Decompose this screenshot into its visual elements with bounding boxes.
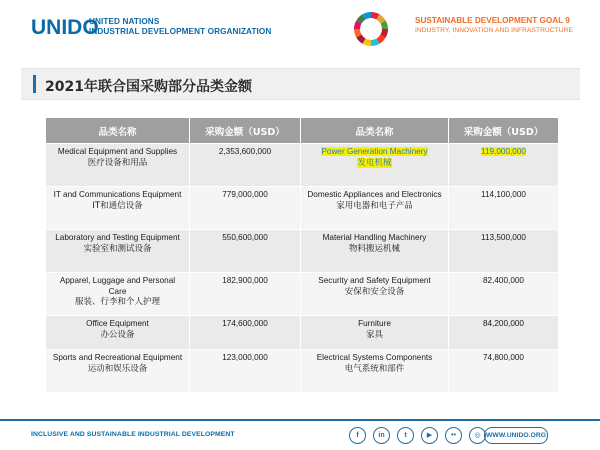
sdg-label — [415, 16, 573, 36]
amount-cell: 113,500,000 — [449, 230, 559, 273]
category-zh: 安保和安全设备 — [344, 286, 405, 297]
category-en: IT and Communications Equipment — [53, 190, 182, 199]
category-cell — [46, 316, 190, 350]
category-en-highlighted: Power Generation Machinery — [321, 147, 428, 156]
table-row — [46, 230, 559, 273]
category-zh-highlighted: 发电机械 — [357, 157, 392, 168]
sdg-subtitle: INDUSTRY, INNOVATION AND INFRASTRUCTURE — [415, 27, 574, 34]
header-category-right: 品类名称 — [301, 118, 449, 144]
category-zh: 医疗设备和用品 — [87, 157, 148, 168]
org-name-line1: UNITED NATIONS — [89, 17, 160, 26]
amount-cell: 82,400,000 — [449, 273, 559, 316]
footer-tagline: INCLUSIVE AND SUSTAINABLE INDUSTRIAL DEVELOPMENT — [31, 431, 235, 438]
org-name — [89, 17, 271, 37]
section-title-box — [21, 68, 580, 100]
category-en: Office Equipment — [86, 319, 149, 328]
table-row — [46, 187, 559, 230]
category-en: Material Handling Machinery — [322, 233, 427, 242]
category-zh: 家用电器和电子产品 — [336, 200, 413, 211]
category-cell — [301, 316, 449, 350]
youtube-icon[interactable]: ▶ — [421, 427, 438, 444]
category-zh: 电气系统和部件 — [344, 363, 405, 374]
category-zh: 物料搬运机械 — [348, 243, 400, 254]
header-amount-right: 采购金额（USD） — [449, 118, 559, 144]
linkedin-icon[interactable]: in — [373, 427, 390, 444]
unido-logo — [31, 12, 99, 42]
table-header-row — [46, 118, 559, 144]
category-zh: 服装、行李和个人护理 — [74, 297, 160, 307]
table-row — [46, 316, 559, 350]
category-en: Domestic Appliances and Electronics — [307, 190, 442, 199]
category-cell — [301, 230, 449, 273]
sdg-wheel-icon — [352, 10, 390, 48]
category-cell — [46, 273, 190, 316]
category-zh: 家具 — [365, 329, 383, 340]
table-row — [46, 350, 559, 393]
amount-cell: 2,353,600,000 — [190, 144, 301, 187]
title-accent-bar — [33, 75, 36, 93]
amount-cell: 550,600,000 — [190, 230, 301, 273]
header-category-left: 品类名称 — [46, 118, 190, 144]
category-zh: IT和通信设备 — [92, 200, 143, 211]
amount-cell: 123,000,000 — [190, 350, 301, 393]
category-cell — [46, 144, 190, 187]
twitter-icon[interactable]: t — [397, 427, 414, 444]
amount-cell: 74,800,000 — [449, 350, 559, 393]
category-en: Sports and Recreational Equipment — [52, 353, 183, 362]
category-zh: 实验室和测试设备 — [83, 243, 152, 254]
category-zh: 办公设备 — [100, 329, 135, 340]
amount-cell: 182,900,000 — [190, 273, 301, 316]
table-row — [46, 273, 559, 316]
amount-cell — [449, 144, 559, 187]
category-en: Apparel, Luggage and Personal Care — [59, 276, 176, 296]
category-cell — [301, 273, 449, 316]
footer-divider — [0, 419, 600, 421]
header-amount-left: 采购金额（USD） — [190, 118, 301, 144]
facebook-icon[interactable]: f — [349, 427, 366, 444]
category-en: Electrical Systems Components — [316, 353, 433, 362]
flickr-icon[interactable]: •• — [445, 427, 462, 444]
unido-logo-text: UNIDO — [31, 16, 99, 39]
website-link[interactable]: WWW.UNIDO.ORG — [484, 427, 548, 444]
category-zh: 运动和娱乐设备 — [87, 363, 148, 374]
amount-cell: 174,600,000 — [190, 316, 301, 350]
category-en: Medical Equipment and Supplies — [57, 147, 178, 156]
category-cell — [46, 187, 190, 230]
category-en: Laboratory and Testing Equipment — [55, 233, 180, 242]
category-cell — [301, 350, 449, 393]
sdg-title: SUSTAINABLE DEVELOPMENT GOAL 9 — [415, 16, 570, 25]
amount-cell: 779,000,000 — [190, 187, 301, 230]
category-en: Furniture — [358, 319, 391, 328]
procurement-table — [45, 117, 559, 393]
category-cell — [46, 230, 190, 273]
amount-cell: 114,100,000 — [449, 187, 559, 230]
instagram-icon[interactable]: ◎ — [469, 427, 486, 444]
amount-cell: 84,200,000 — [449, 316, 559, 350]
org-name-line2: INDUSTRIAL DEVELOPMENT ORGANIZATION — [89, 27, 272, 36]
page-header — [0, 0, 600, 50]
category-cell — [301, 187, 449, 230]
amount-highlighted: 119,000,000 — [481, 147, 526, 156]
category-cell — [46, 350, 190, 393]
page-title: 2021年联合国采购部分品类金额 — [45, 79, 252, 95]
category-en: Security and Safety Equipment — [318, 276, 431, 285]
table-row — [46, 144, 559, 187]
category-cell — [301, 144, 449, 187]
